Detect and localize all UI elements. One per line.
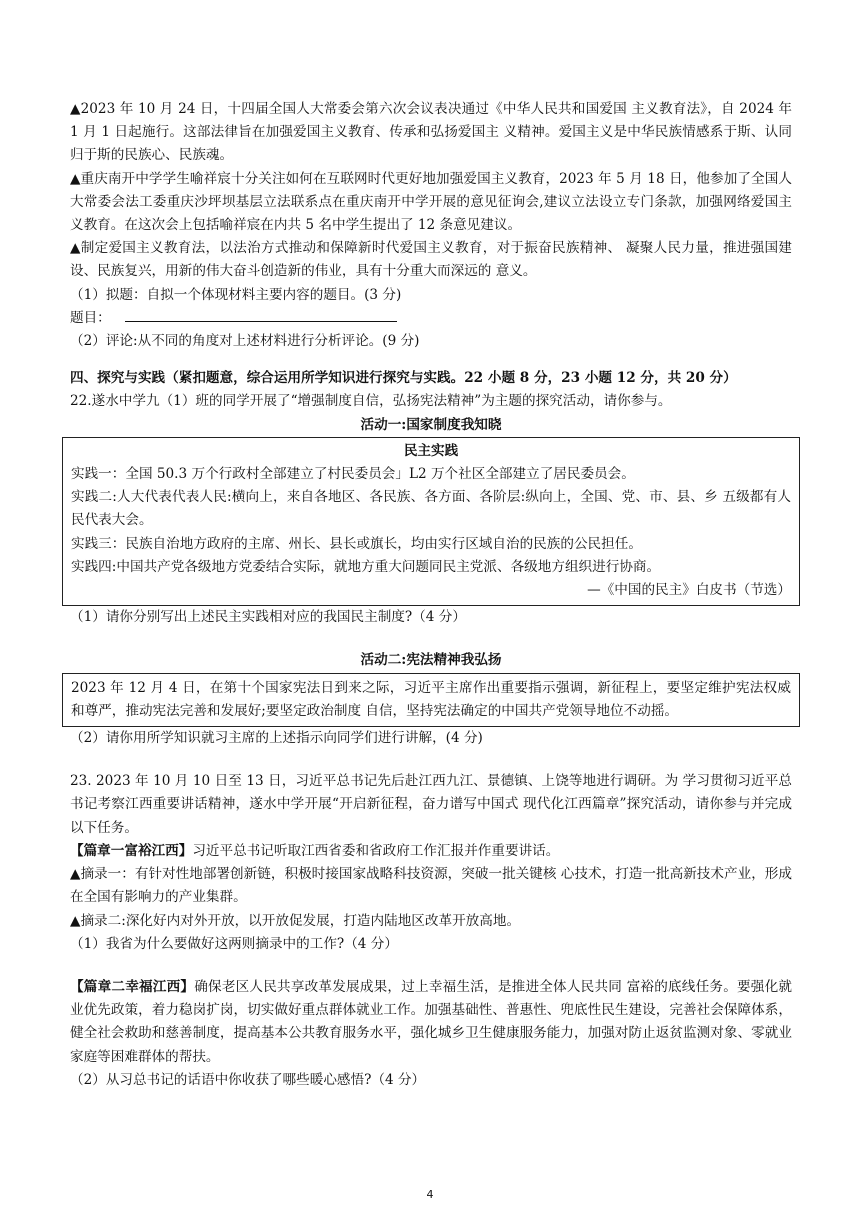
constitution-text: 2023 年 12 月 4 日，在第十个国家宪法日到来之际，习近平主席作出重要指示强调，新征程上，要坚定维护宪法权威和尊严，推动宪法完善和发展好;要坚定政治制度 自信，坚持宪法确定的中国共产党领导地位不动摇。 [71,679,791,719]
source-citation: —《中国的民主》白皮书（节选） [587,582,791,599]
material-item-3: ▲制定爱国主义教育法，以法治方式推动和保障新时代爱国主义教育，对于振奋民族精神、 凝聚人民力量，推进强国建设、民族复兴，用新的伟大奋斗创造新的伟业，具有十分重大而深远的 意义。 [70,240,792,280]
question-23-1: （1）我省为什么要做好这两则摘录中的工作?（4 分） [70,935,398,952]
question-22-intro: 22.遂水中学九（1）班的同学开展了“增强制度自信，弘扬宪法精神”为主题的探究活动，请你参与。 [70,393,672,410]
material-item-1: ▲2023 年 10 月 24 日，十四届全国人大常委会第六次会议表决通过《中华人民共和国爱国 主义教育法》，自 2024 年 1 月 1 日起施行。这部法律旨在加强爱国主义教育、传承和弘扬爱国主 义精神。爱国主义是中华民族情感系于斯、认同归于斯的民族心、民族魂。 [70,101,792,164]
page-content [70,98,792,1092]
question-22-2: （2）请你用所学知识就习主席的上述指示向同学们进行讲解，(4 分) [70,730,483,747]
excerpt-2: ▲摘录二:深化好内对外开放，以开放促发展，打造内陆地区改革开放高地。 [70,912,521,929]
chapter-2 [70,976,792,1069]
chapter-1-text: 习近平总书记听取江西省委和省政府工作汇报并作重要讲话。 [192,842,560,859]
title-label: 题目： [70,309,111,326]
question-22-1: （1）请你分别写出上述民主实践相对应的我国民主制度?（4 分） [70,609,466,626]
practice-3: 实践三：民族自治地方政府的主席、州长、县长或旗长，均由实行区域自治的民族的公民担任。 [71,535,642,552]
practice-2: 实践二:人大代表代表人民:横向上，来自各地区、各民族、各方面、各阶层:纵向上，全国、党、市、县、乡 五级都有人民代表大会。 [71,489,791,529]
constitution-box [62,673,800,727]
question-2-comment: （2）评论:从不同的角度对上述材料进行分析评论。(9 分) [70,333,420,350]
question-23-intro: 23. 2023 年 10 月 10 日至 13 日，习近平总书记先后赴江西九江、景德镇、上饶等地进行调研。为 学习贯彻习近平总书记考察江西重要讲话精神，遂水中学开展“开启新征程，奋力谱写中国式 现代化江西篇章”探究活动，请你参与并完成以下任务。 [70,773,792,836]
chapter-2-label: 【篇章二幸福江西】 [70,978,195,995]
chapter-1-label: 【篇章一富裕江西】 [70,842,193,859]
practice-4: 实践四:中国共产党各级地方党委结合实际，就地方重大问题同民主党派、各级地方组织进行协商。 [71,558,661,575]
page-number: 4 [426,1188,434,1201]
section-4-heading: 四、探究与实践（紧扣题意，综合运用所学知识进行探究与实践。22 小题 8 分，23 小题 12 分，共 20 分） [70,370,737,387]
box-title: 民主实践 [403,442,459,459]
chapter-2-text: 确保老区人民共享改革发展成果，过上幸福生活，是推进全体人民共同 富裕的底线任务。要强化就业优先政策，着力稳岗扩岗，切实做好重点群体就业工作。加强基础性、普惠性、兜底性民生建设，完善社会保障体系，健全社会救助和慈善制度，提高基本公共教育服务水平，强化城乡卫生健康服务能力，加强对防止返贫监测对象、零就业家庭等困难群体的帮扶。 [70,978,792,1065]
answer-blank[interactable] [125,307,397,322]
practice-1: 实践一：全国 50.3 万个行政村全部建立了村民委员会」L2 万个社区全部建立了居民委员会。 [71,466,635,483]
title-answer-line [70,307,792,330]
activity-2-title: 活动二:宪法精神我弘扬 [360,652,502,669]
excerpt-1: ▲摘录一：有针对性地部署创新链，积极时接国家战略科技资源，突破一批关键核 心技术，打造一批高新技术产业，形成在全国有影响力的产业集群。 [70,866,792,906]
democracy-practice-box [62,437,800,606]
chapter-1 [70,840,792,863]
material-item-2: ▲重庆南开中学学生喻祥宸十分关注如何在互联网时代更好地加强爱国主义教育，2023 年 5 月 18 日，他参加了全国人大常委会法工委重庆沙坪坝基层立法联系点在重庆南开中学开展的意见征询会,建议立法设立专门条款，加强网络爱国主义教育。在这次会上包括喻祥宸在内共 5 名中学生提出了 12 条意见建议。 [70,170,792,234]
question-1-title: （1）拟题：自拟一个体现材料主要内容的题目。(3 分) [70,286,402,303]
activity-1-title: 活动一:国家制度我知晓 [360,416,502,433]
question-23-2: （2）从习总书记的话语中你收获了哪些暖心感悟?（4 分） [70,1071,426,1088]
